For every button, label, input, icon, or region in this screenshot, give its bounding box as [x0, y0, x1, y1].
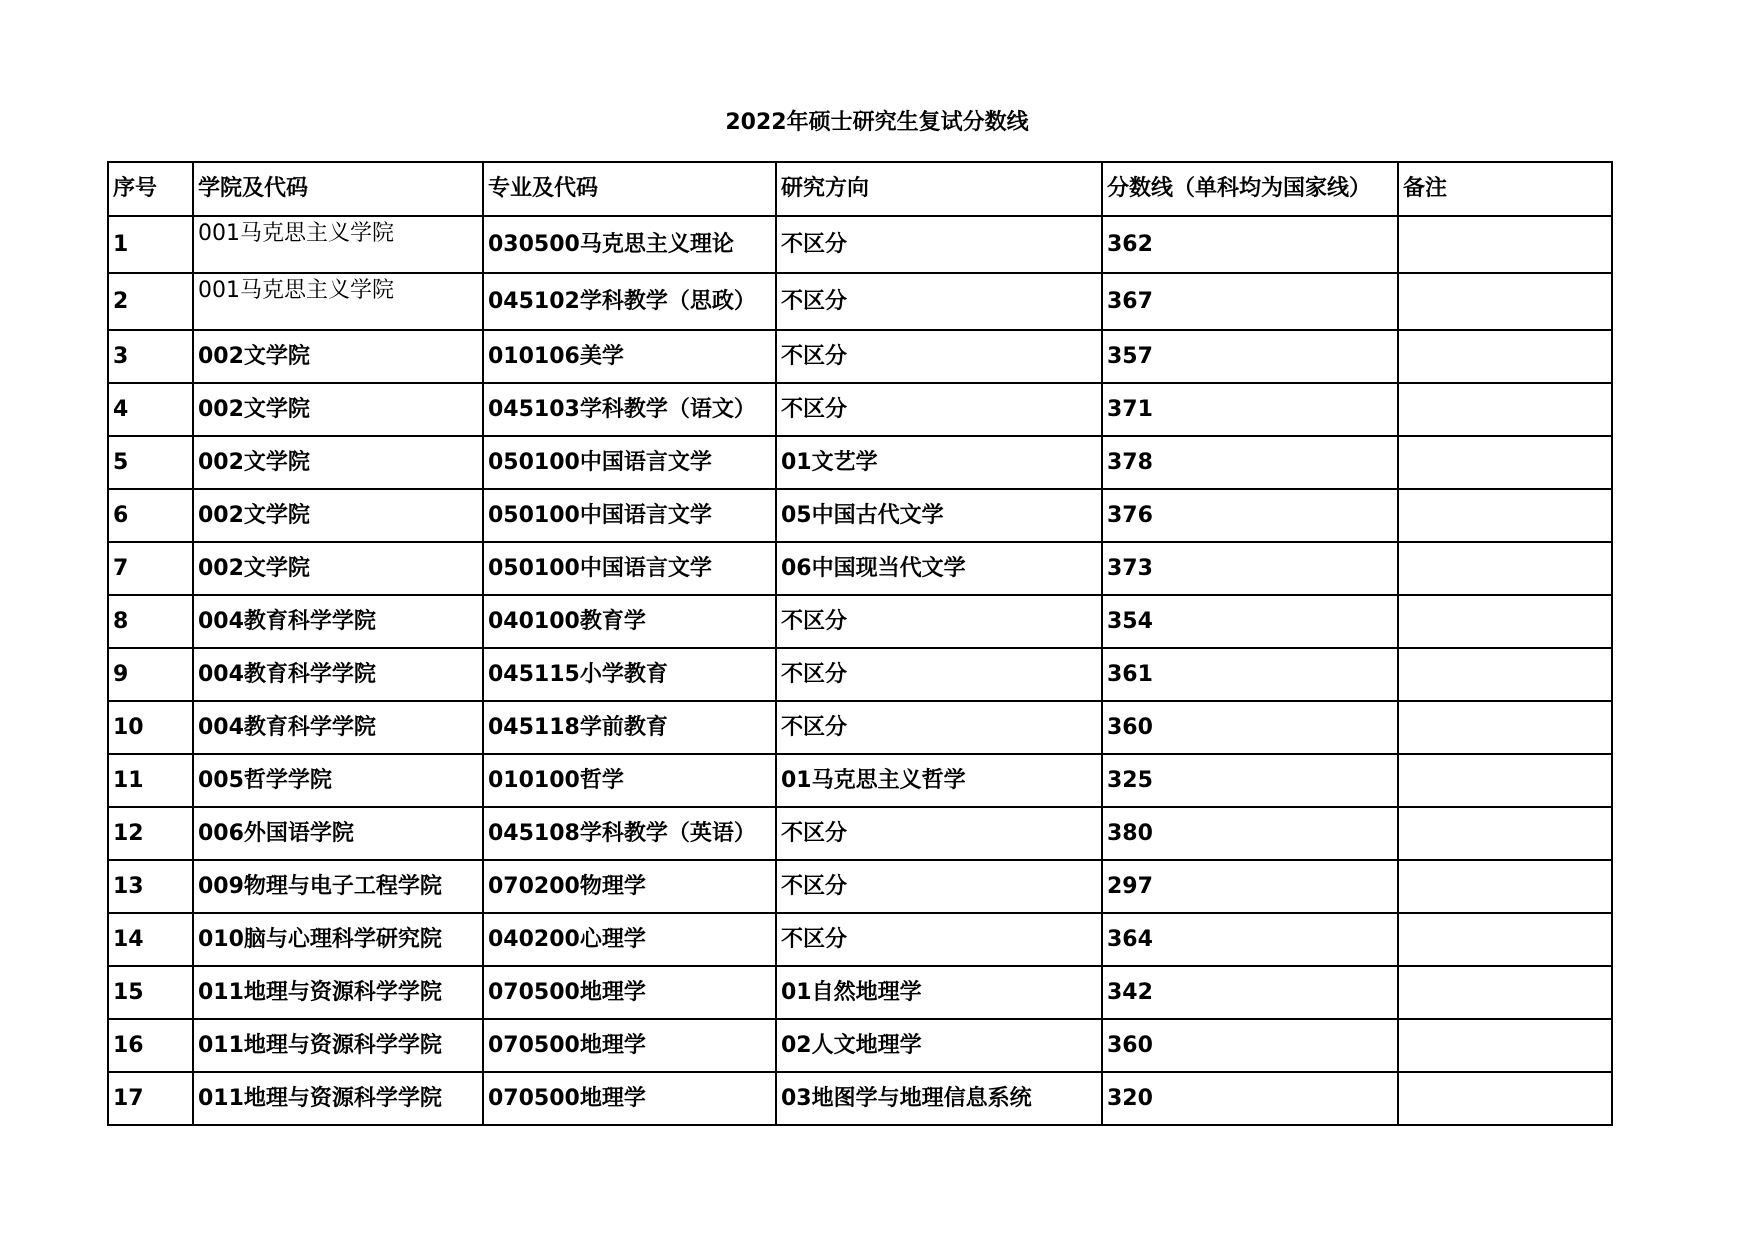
cell-major: 070500地理学 — [483, 966, 776, 1019]
cell-score: 360 — [1102, 701, 1398, 754]
table-row — [108, 754, 1612, 807]
table-row — [108, 1019, 1612, 1072]
cell-college: 002文学院 — [193, 489, 483, 542]
cell-no: 8 — [108, 595, 193, 648]
cell-no: 13 — [108, 860, 193, 913]
cell-college: 009物理与电子工程学院 — [193, 860, 483, 913]
cell-college: 002文学院 — [193, 542, 483, 595]
table-row — [108, 807, 1612, 860]
cell-college: 004教育科学学院 — [193, 648, 483, 701]
cell-note — [1398, 383, 1612, 436]
cell-note — [1398, 966, 1612, 1019]
table-row — [108, 701, 1612, 754]
cell-college: 002文学院 — [193, 330, 483, 383]
cell-no: 9 — [108, 648, 193, 701]
cell-score: 378 — [1102, 436, 1398, 489]
cell-score: 376 — [1102, 489, 1398, 542]
cell-college: 010脑与心理科学研究院 — [193, 913, 483, 966]
table-row — [108, 273, 1612, 330]
cell-direction: 不区分 — [776, 913, 1102, 966]
table-row — [108, 1072, 1612, 1125]
cell-major: 050100中国语言文学 — [483, 542, 776, 595]
cell-major: 030500马克思主义理论 — [483, 216, 776, 273]
cell-score: 320 — [1102, 1072, 1398, 1125]
cell-college: 011地理与资源科学学院 — [193, 1019, 483, 1072]
cell-major: 070200物理学 — [483, 860, 776, 913]
cell-score: 380 — [1102, 807, 1398, 860]
header-score: 分数线（单科均为国家线） — [1102, 162, 1398, 216]
cell-no: 2 — [108, 273, 193, 330]
cell-direction: 不区分 — [776, 273, 1102, 330]
cell-major: 040200心理学 — [483, 913, 776, 966]
header-row — [108, 162, 1612, 216]
cell-note — [1398, 216, 1612, 273]
cell-major: 045103学科教学（语文） — [483, 383, 776, 436]
cell-no: 12 — [108, 807, 193, 860]
table-row — [108, 542, 1612, 595]
table-row — [108, 913, 1612, 966]
cell-college: 005哲学学院 — [193, 754, 483, 807]
cell-direction: 不区分 — [776, 860, 1102, 913]
table-row — [108, 860, 1612, 913]
cell-direction: 不区分 — [776, 216, 1102, 273]
cell-no: 16 — [108, 1019, 193, 1072]
cell-score: 364 — [1102, 913, 1398, 966]
cell-major: 010100哲学 — [483, 754, 776, 807]
header-direction: 研究方向 — [776, 162, 1102, 216]
cell-no: 6 — [108, 489, 193, 542]
cell-note — [1398, 595, 1612, 648]
cell-major: 045115小学教育 — [483, 648, 776, 701]
cell-direction: 01自然地理学 — [776, 966, 1102, 1019]
cell-direction: 不区分 — [776, 807, 1102, 860]
cell-direction: 01文艺学 — [776, 436, 1102, 489]
cell-note — [1398, 913, 1612, 966]
cell-score: 367 — [1102, 273, 1398, 330]
cell-major: 010106美学 — [483, 330, 776, 383]
header-major: 专业及代码 — [483, 162, 776, 216]
cell-direction: 不区分 — [776, 330, 1102, 383]
cell-direction: 05中国古代文学 — [776, 489, 1102, 542]
page-title: 2022年硕士研究生复试分数线 — [725, 110, 1029, 135]
cell-direction: 不区分 — [776, 701, 1102, 754]
cell-college: 004教育科学学院 — [193, 701, 483, 754]
cell-major: 045118学前教育 — [483, 701, 776, 754]
cell-college: 011地理与资源科学学院 — [193, 1072, 483, 1125]
cell-college: 011地理与资源科学学院 — [193, 966, 483, 1019]
cell-note — [1398, 648, 1612, 701]
cell-college: 002文学院 — [193, 383, 483, 436]
cell-no: 3 — [108, 330, 193, 383]
cell-direction: 06中国现当代文学 — [776, 542, 1102, 595]
cell-score: 342 — [1102, 966, 1398, 1019]
cell-major: 045102学科教学（思政） — [483, 273, 776, 330]
cell-college: 002文学院 — [193, 436, 483, 489]
table-row — [108, 648, 1612, 701]
cell-major: 070500地理学 — [483, 1072, 776, 1125]
cell-note — [1398, 436, 1612, 489]
cell-no: 4 — [108, 383, 193, 436]
table-row — [108, 436, 1612, 489]
cell-direction: 不区分 — [776, 648, 1102, 701]
cell-note — [1398, 489, 1612, 542]
cell-no: 17 — [108, 1072, 193, 1125]
cell-score: 360 — [1102, 1019, 1398, 1072]
cell-major: 070500地理学 — [483, 1019, 776, 1072]
table-row — [108, 595, 1612, 648]
table-row — [108, 489, 1612, 542]
cell-note — [1398, 330, 1612, 383]
cell-score: 362 — [1102, 216, 1398, 273]
cell-no: 11 — [108, 754, 193, 807]
cell-direction: 02人文地理学 — [776, 1019, 1102, 1072]
cell-note — [1398, 1072, 1612, 1125]
cell-major: 050100中国语言文学 — [483, 489, 776, 542]
table-row — [108, 216, 1612, 273]
cell-no: 15 — [108, 966, 193, 1019]
cell-score: 357 — [1102, 330, 1398, 383]
cell-note — [1398, 542, 1612, 595]
cell-college: 001马克思主义学院 — [193, 273, 483, 330]
cell-college: 006外国语学院 — [193, 807, 483, 860]
cell-major: 050100中国语言文学 — [483, 436, 776, 489]
cell-no: 5 — [108, 436, 193, 489]
cell-note — [1398, 754, 1612, 807]
cell-score: 373 — [1102, 542, 1398, 595]
cell-college: 001马克思主义学院 — [193, 216, 483, 273]
cell-no: 14 — [108, 913, 193, 966]
cell-note — [1398, 273, 1612, 330]
cell-score: 361 — [1102, 648, 1398, 701]
cell-major: 040100教育学 — [483, 595, 776, 648]
cell-major: 045108学科教学（英语） — [483, 807, 776, 860]
table-body — [108, 216, 1612, 1125]
table-row — [108, 383, 1612, 436]
cell-direction: 不区分 — [776, 383, 1102, 436]
cell-note — [1398, 860, 1612, 913]
cell-score: 354 — [1102, 595, 1398, 648]
cell-score: 371 — [1102, 383, 1398, 436]
table-row — [108, 966, 1612, 1019]
cell-score: 297 — [1102, 860, 1398, 913]
cell-no: 1 — [108, 216, 193, 273]
cell-college: 004教育科学学院 — [193, 595, 483, 648]
cell-direction: 不区分 — [776, 595, 1102, 648]
score-table — [107, 161, 1613, 1126]
header-no: 序号 — [108, 162, 193, 216]
header-college: 学院及代码 — [193, 162, 483, 216]
cell-note — [1398, 807, 1612, 860]
header-note: 备注 — [1398, 162, 1612, 216]
cell-note — [1398, 701, 1612, 754]
cell-direction: 01马克思主义哲学 — [776, 754, 1102, 807]
cell-note — [1398, 1019, 1612, 1072]
cell-score: 325 — [1102, 754, 1398, 807]
cell-no: 7 — [108, 542, 193, 595]
cell-no: 10 — [108, 701, 193, 754]
table-row — [108, 330, 1612, 383]
cell-direction: 03地图学与地理信息系统 — [776, 1072, 1102, 1125]
